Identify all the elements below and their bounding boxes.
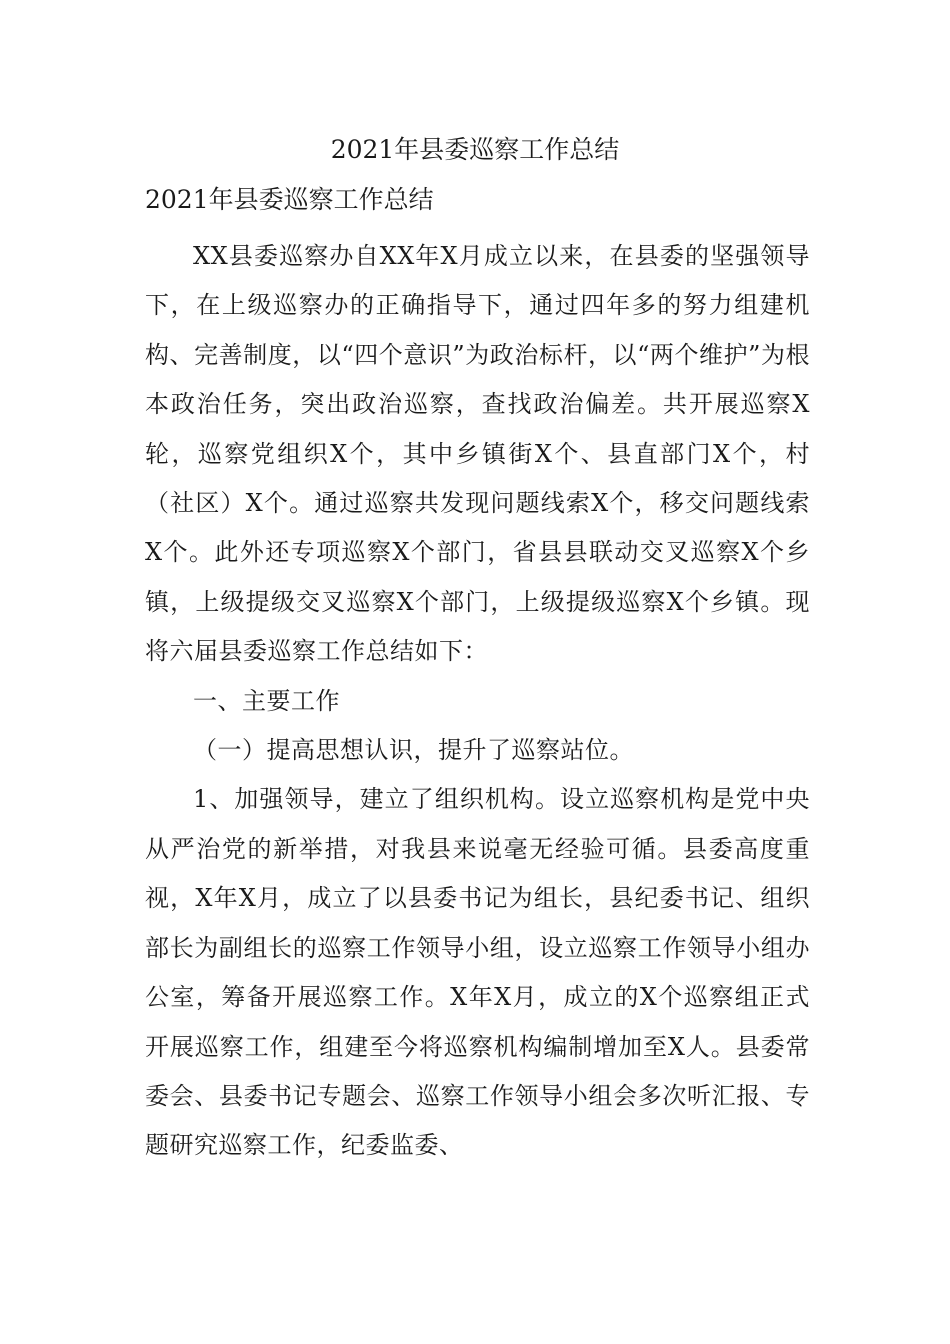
section-heading: 一、主要工作 <box>193 686 340 715</box>
subsection-heading: （一）提高思想认识，提升了巡察站位。 <box>193 736 634 765</box>
document-subtitle: 2021年县委巡察工作总结 <box>145 185 434 214</box>
intro-paragraph: XX县委巡察办自XX年X月成立以来，在县委的坚强领导下，在上级巡察办的正确指导下，通过四年多的努力组建机构、完善制度，以“四个意识”为政治标杆，以“两个维护”为根本政治任务，突出政治巡察，查找政治偏差。共开展巡察X轮，巡察党组织X个，其中乡镇街X个、县直部门X个，村（社区）X个。通过巡察共发现问题线索X个，移交问题线索X个。此外还专项巡察X个部门，省县县联动交叉巡察X个乡镇，上级提级交叉巡察X个部门，上级提级巡察X个乡镇。现将六届县委巡察工作总结如下： <box>145 242 810 666</box>
document-body <box>145 232 810 1171</box>
item-paragraph: 1、加强领导，建立了组织机构。设立巡察机构是党中央从严治党的新举措，对我县来说毫无经验可循。县委高度重视，X年X月，成立了以县委书记为组长，县纪委书记、组织部长为副组长的巡察工作领导小组，设立巡察工作领导小组办公室，筹备开展巡察工作。X年X月，成立的X个巡察组正式开展巡察工作，组建至今将巡察机构编制增加至X人。县委常委会、县委书记专题会、巡察工作领导小组会多次听汇报、专题研究巡察工作，纪委监委、 <box>145 785 810 1160</box>
document-title: 2021年县委巡察工作总结 <box>330 135 620 164</box>
